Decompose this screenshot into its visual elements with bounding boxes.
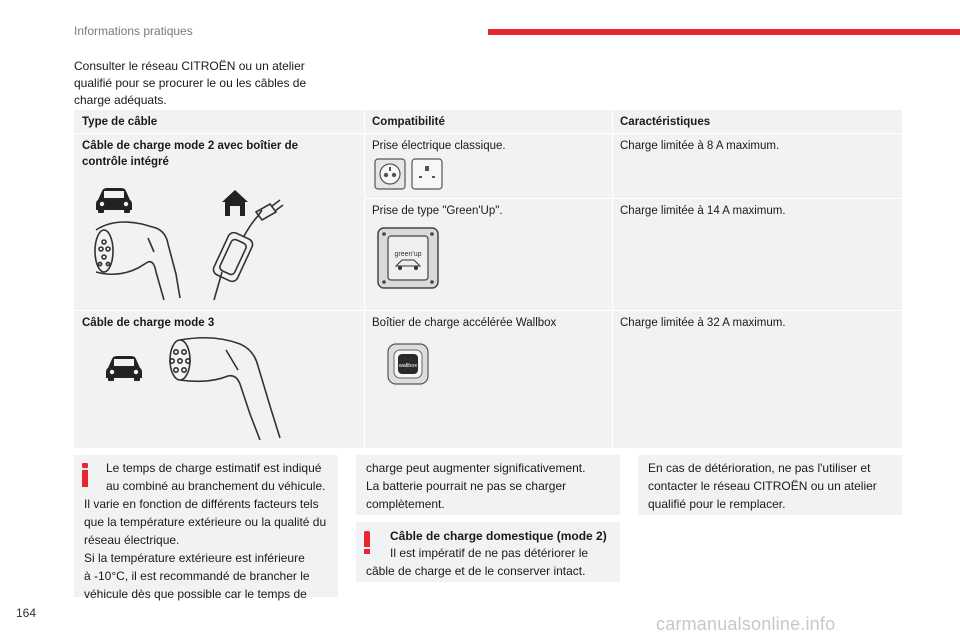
table-col-divider	[612, 110, 613, 448]
damage-line: En cas de détérioration, ne pas l'utiliser et	[648, 461, 871, 475]
watermark: carmanualsonline.info	[656, 614, 836, 634]
info-line: à -10°C, il est recommandé de brancher le	[84, 569, 310, 583]
info-line: réseau électrique.	[84, 533, 180, 547]
table-header-characteristics: Caractéristiques	[620, 116, 711, 128]
char-14a: Charge limitée à 14 A maximum.	[620, 205, 786, 217]
intro-paragraph: Consulter le réseau CITROËN ou un atelier qualifié pour se procurer le ou les câbles de charge adéquats.	[74, 59, 307, 107]
classic-socket-illustration	[374, 158, 446, 192]
info-line: charge peut augmenter significativement.	[366, 461, 586, 475]
french-socket-icon	[375, 159, 405, 189]
type2-connector-drawing	[170, 338, 280, 440]
compat-classic-socket: Prise électrique classique.	[372, 140, 506, 152]
mode2-cable-title: Câble de charge mode 2 avec boîtier de contrôle intégré	[82, 140, 299, 168]
info-panel	[74, 455, 338, 601]
table-col-divider	[364, 110, 365, 448]
mode3-cable-illustration	[104, 332, 294, 442]
damage-line: contacter le réseau CITROËN ou un atelier	[648, 479, 877, 493]
warning-icon	[364, 531, 370, 554]
info-line: Le temps de charge estimatif est indiqué	[106, 461, 322, 475]
control-box-drawing	[211, 200, 283, 300]
page-number: 164	[16, 606, 37, 620]
greenup-socket-illustration	[376, 226, 440, 290]
info-line: Il varie en fonction de différents facteurs tels	[84, 497, 319, 511]
info-line: que la température extérieure ou la qualité du	[84, 515, 327, 529]
info-line: Si la température extérieure est inférieure	[84, 551, 305, 565]
section-accent-bar	[488, 29, 960, 35]
compat-wallbox: Boîtier de charge accélérée Wallbox	[372, 317, 557, 329]
warning-panel	[356, 522, 620, 582]
greenup-label: green'up	[394, 251, 422, 258]
type2-connector-drawing	[95, 222, 180, 300]
warning-line: Il est impératif de ne pas détériorer le	[390, 546, 589, 560]
section-label: Informations pratiques	[74, 24, 193, 38]
table-row-divider	[74, 310, 902, 311]
mode3-cable-title: Câble de charge mode 3	[82, 317, 215, 329]
info-line: complètement.	[366, 497, 445, 511]
table-row-divider	[74, 133, 902, 134]
car-icon	[106, 356, 142, 381]
house-icon	[222, 190, 248, 216]
table-header-compatibility: Compatibilité	[372, 116, 445, 128]
schuko-socket-icon	[412, 159, 442, 189]
warning-line: câble de charge et de le conserver intact.	[366, 564, 586, 578]
info-panel-continued	[356, 455, 620, 515]
mode2-cable-illustration	[94, 182, 294, 302]
table-row-divider	[364, 198, 902, 199]
compat-greenup-socket: Prise de type "Green'Up".	[372, 205, 503, 217]
warning-title: Câble de charge domestique (mode 2)	[390, 529, 607, 543]
char-32a: Charge limitée à 32 A maximum.	[620, 317, 786, 329]
damage-panel	[638, 455, 902, 515]
info-line: La batterie pourrait ne pas se charger	[366, 479, 567, 493]
table-header-type: Type de câble	[82, 116, 158, 128]
char-8a: Charge limitée à 8 A maximum.	[620, 140, 780, 152]
info-line: au combiné au branchement du véhicule.	[106, 479, 326, 493]
wallbox-label: wallbox	[398, 363, 418, 369]
car-icon	[96, 188, 132, 213]
info-line: véhicule dès que possible car le temps de	[84, 587, 307, 601]
cable-table	[74, 110, 902, 448]
wallbox-illustration	[386, 342, 430, 386]
damage-line: qualifié pour le remplacer.	[648, 497, 786, 511]
info-icon	[82, 463, 89, 487]
